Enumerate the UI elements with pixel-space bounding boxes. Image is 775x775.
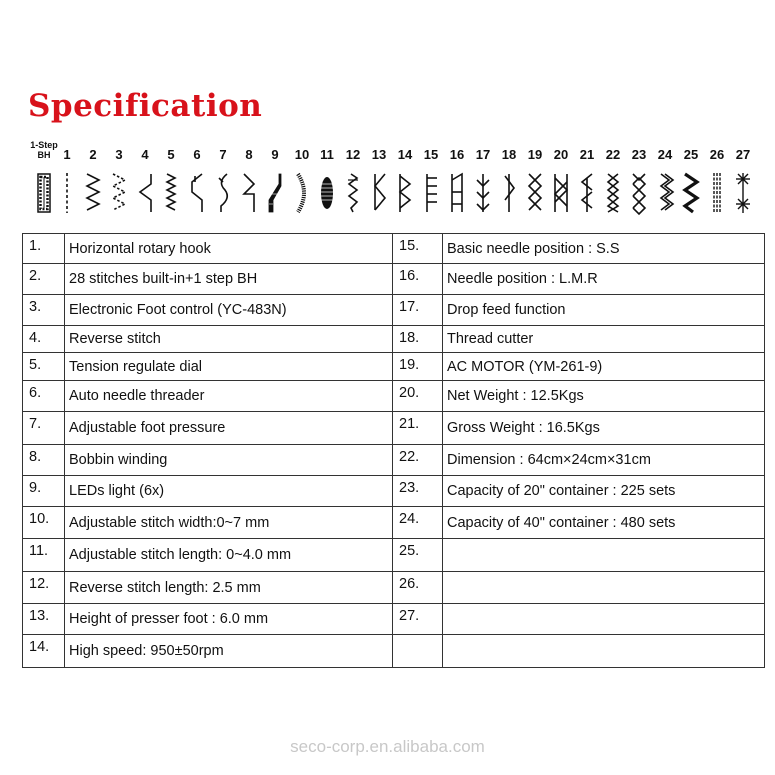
honeycomb-stitch-icon [601, 170, 625, 216]
stitch-number: 5 [167, 147, 175, 162]
spec-left-text: Tension regulate dial [65, 353, 393, 381]
spec-left-number: 7. [23, 412, 65, 445]
spec-right-number: 22. [393, 445, 443, 476]
stitch-number: 25 [683, 147, 699, 162]
spec-right-number: 21. [393, 412, 443, 445]
stitch-number: 8 [245, 147, 253, 162]
spec-right-number: 23. [393, 476, 443, 507]
spec-left-number: 2. [23, 264, 65, 295]
spec-left-number: 1. [23, 234, 65, 264]
table-row [23, 539, 765, 572]
spec-right-number: 24. [393, 507, 443, 539]
wave-stitch-icon [211, 170, 235, 216]
stitch-number: 4 [141, 147, 149, 162]
spec-right-text [443, 539, 765, 572]
spec-right-text: Net Weight : 12.5Kgs [443, 381, 765, 412]
spec-right-number: 25. [393, 539, 443, 572]
stitch-number: 27 [735, 147, 751, 162]
satin-oval-stitch-icon [315, 170, 339, 216]
spec-right-number: 15. [393, 234, 443, 264]
stitch-number: 17 [475, 147, 491, 162]
spec-left-text: Reverse stitch length: 2.5 mm [65, 572, 393, 604]
spec-left-number: 14. [23, 635, 65, 668]
spec-right-text: AC MOTOR (YM-261-9) [443, 353, 765, 381]
table-row [23, 234, 765, 264]
spec-right-text: Capacity of 20" container : 225 sets [443, 476, 765, 507]
table-row [23, 572, 765, 604]
spec-right-text: Dimension : 64cm×24cm×31cm [443, 445, 765, 476]
spec-right-text [443, 604, 765, 635]
stitch-number: 21 [579, 147, 595, 162]
zigzag-stitch-icon [81, 170, 105, 216]
stitch-number: 24 [657, 147, 673, 162]
spec-left-number: 8. [23, 445, 65, 476]
footer-watermark: seco-corp.en.alibaba.com [290, 737, 485, 756]
spec-right-number: 27. [393, 604, 443, 635]
spec-left-number: 5. [23, 353, 65, 381]
stitch-number: 11 [320, 147, 334, 162]
spec-right-text [443, 572, 765, 604]
bold-zigzag-stitch-icon [679, 170, 703, 216]
stitch-number: 2 [89, 147, 97, 162]
stitch-pattern-strip [22, 140, 762, 220]
ladder-stitch-icon [445, 170, 469, 216]
spec-left-text: Auto needle threader [65, 381, 393, 412]
serpentine-stitch-icon [341, 170, 365, 216]
stitch-number: 14 [397, 147, 413, 162]
table-row [23, 353, 765, 381]
satin-ramp-stitch-icon [263, 170, 287, 216]
stitch-number: 15 [423, 147, 439, 162]
spec-right-text [443, 635, 765, 668]
blind-hem-left-stitch-icon [133, 170, 157, 216]
page-title: Specification [28, 88, 263, 124]
spec-right-text: Needle position : L.M.R [443, 264, 765, 295]
buttonhole-stitch-icon [32, 170, 56, 216]
spec-right-number [393, 635, 443, 668]
dotted-zigzag-stitch-icon [107, 170, 131, 216]
double-chevron-stitch-icon [653, 170, 677, 216]
table-row [23, 295, 765, 326]
stitch-number: 20 [553, 147, 569, 162]
stitch-number: 7 [219, 147, 227, 162]
table-row [23, 476, 765, 507]
stitch-number: 12 [345, 147, 361, 162]
spec-left-text: LEDs light (6x) [65, 476, 393, 507]
table-row [23, 381, 765, 412]
spec-left-number: 11. [23, 539, 65, 572]
table-row [23, 635, 765, 668]
table-row [23, 604, 765, 635]
spec-left-text: Horizontal rotary hook [65, 234, 393, 264]
spec-left-number: 13. [23, 604, 65, 635]
specification-table [22, 233, 765, 668]
spec-left-number: 12. [23, 572, 65, 604]
table-row [23, 507, 765, 539]
stitch-number: 22 [605, 147, 621, 162]
stitch-number: 10 [294, 147, 310, 162]
chevron-stitch-icon [575, 170, 599, 216]
spec-right-number: 26. [393, 572, 443, 604]
blind-hem-stitch-icon [185, 170, 209, 216]
spec-right-text: Capacity of 40" container : 480 sets [443, 507, 765, 539]
spec-right-number: 17. [393, 295, 443, 326]
overcast-stitch-icon [367, 170, 391, 216]
spec-right-text: Gross Weight : 16.5Kgs [443, 412, 765, 445]
spec-left-text: Height of presser foot : 6.0 mm [65, 604, 393, 635]
stitch-number: 3 [115, 147, 123, 162]
arrowhead-stitch-icon [497, 170, 521, 216]
spec-left-text: Reverse stitch [65, 326, 393, 353]
spec-left-number: 3. [23, 295, 65, 326]
stitch-number: 1 [63, 147, 71, 162]
spec-left-number: 10. [23, 507, 65, 539]
arrow-stitch-icon [237, 170, 261, 216]
spec-right-number: 18. [393, 326, 443, 353]
spec-right-number: 16. [393, 264, 443, 295]
spec-left-number: 4. [23, 326, 65, 353]
stitch-number: 16 [449, 147, 465, 162]
spec-left-text: 28 stitches built-in+1 step BH [65, 264, 393, 295]
spec-left-number: 9. [23, 476, 65, 507]
spec-right-number: 19. [393, 353, 443, 381]
spec-right-text: Drop feed function [443, 295, 765, 326]
spec-right-text: Basic needle position : S.S [443, 234, 765, 264]
triple-straight-stitch-icon [705, 170, 729, 216]
lattice-stitch-icon [627, 170, 651, 216]
satin-arc-stitch-icon [290, 170, 314, 216]
spec-left-number: 6. [23, 381, 65, 412]
stitch-number: 6 [193, 147, 201, 162]
straight-stitch-icon [55, 170, 79, 216]
stitch-number: 13 [371, 147, 387, 162]
stitch-number: 9 [271, 147, 279, 162]
spec-left-text: Electronic Foot control (YC-483N) [65, 295, 393, 326]
triangle-stitch-icon [393, 170, 417, 216]
diamond-stitch-icon [523, 170, 547, 216]
buttonhole-label: 1-Step BH [30, 140, 58, 160]
spec-right-text: Thread cutter [443, 326, 765, 353]
table-row [23, 412, 765, 445]
table-row [23, 326, 765, 353]
cross-diamond-stitch-icon [549, 170, 573, 216]
feather-stitch-icon [471, 170, 495, 216]
star-stitch-icon [731, 170, 755, 216]
stitch-number: 19 [527, 147, 543, 162]
spec-left-text: Adjustable foot pressure [65, 412, 393, 445]
stitch-number: 26 [709, 147, 725, 162]
table-row [23, 264, 765, 295]
stitch-number: 18 [501, 147, 517, 162]
table-row [23, 445, 765, 476]
stitch-number: 23 [631, 147, 647, 162]
spec-left-text: Bobbin winding [65, 445, 393, 476]
comb-stitch-icon [419, 170, 443, 216]
spec-left-text: Adjustable stitch width:0~7 mm [65, 507, 393, 539]
spec-left-text: High speed: 950±50rpm [65, 635, 393, 668]
multi-zigzag-stitch-icon [159, 170, 183, 216]
spec-right-number: 20. [393, 381, 443, 412]
spec-left-text: Adjustable stitch length: 0~4.0 mm [65, 539, 393, 572]
